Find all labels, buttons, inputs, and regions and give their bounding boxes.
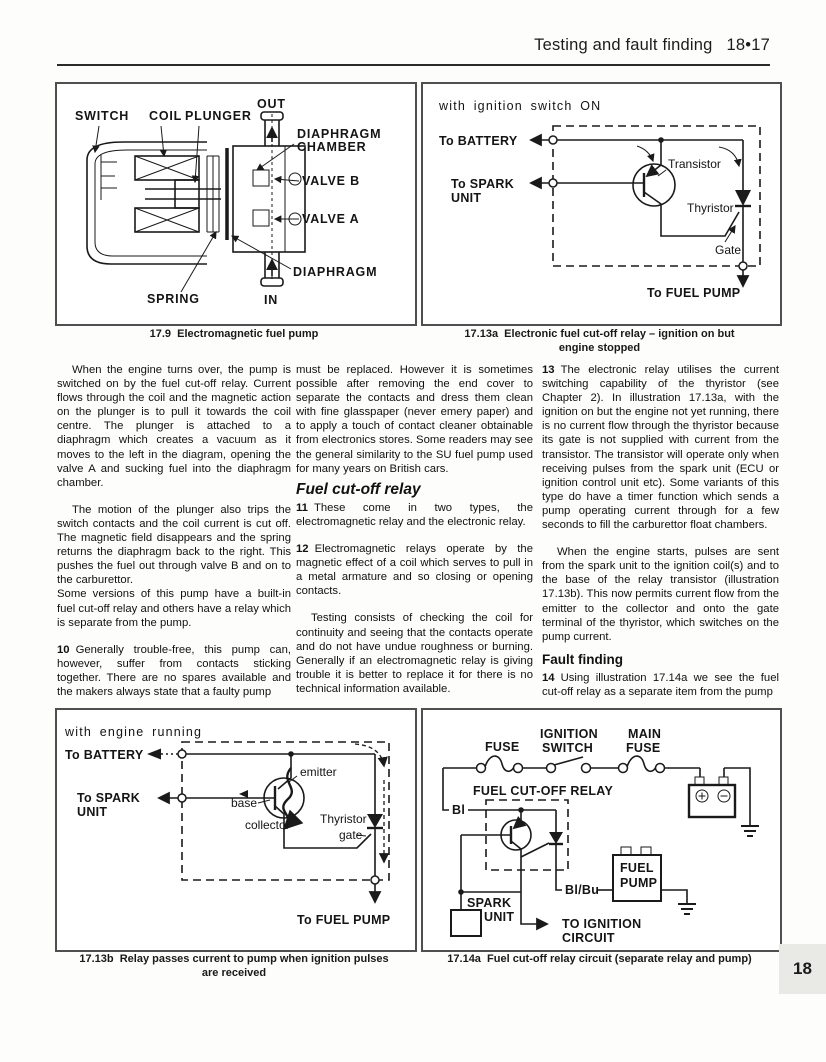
label-valve-b: VALVE B [302,174,360,188]
label-to-spark: To SPARK [451,177,515,191]
plunger-block [175,180,199,208]
label-relay: FUEL CUT-OFF RELAY [473,784,614,798]
valve-b-port [253,170,269,186]
switch-contacts [101,154,117,200]
label-ignition: IGNITION [540,727,598,741]
fuel-pump-diagram [57,84,411,320]
paragraph-text: Generally trouble-free, this pump can, however, suffer from contacts sticking together. There are no spares available and the makers always state that a faulty pump [57,643,291,698]
text-column-3 [542,363,779,705]
paragraph-number: 12 [296,543,309,556]
label-spring: SPRING [147,292,200,306]
label-fuse: FUSE [485,740,520,754]
caption-17-14a: 17.14a Fuel cut-off relay circuit (separate relay and pump) [447,953,752,965]
relay-circuit-ignition-on [423,84,776,320]
fuse-symbol [485,756,514,771]
paragraph-text: The electronic relay utilises the current switching capability of the thyristor (see Chapter 2). In illustration 17.13a, with the ignition on but the engine not yet running, there is no current flow through the thyristor because its gate is not supplied with current from the transistor. The transistor will operate only when receiving pulses from the spark unit (ECU or ignition control unit etc). Some variants of this type do have a timer function which sends a pump operating current through for a few seconds to fill the carburettor float chambers. [542,364,779,532]
label-emitter: emitter [300,765,337,779]
flow-arrow-thyristor [719,147,739,166]
label-to-spark: To SPARK [77,791,141,805]
label-diaphragm-chamber-1: DIAPHRAGM [297,127,382,141]
paragraph-numbered [296,501,533,529]
label-collector: collector [245,818,290,832]
paragraph: must be replaced. However it is sometimes possible after removing the end cover to separate the contacts and dress them clean with fine glasspaper (never emery paper) and to apply a touch of contact cleaner obtainable from electronics stores. Some readers may see the general similarity to the SU fuel pump used for many years on British cars. [296,364,533,475]
label-transistor: Transistor [668,157,721,171]
label-bl-bu: Bl/Bu [565,883,600,897]
figure-17-13a-relay-ignition-on [421,82,782,326]
caption-17-9: 17.9 Electromagnetic fuel pump [149,328,319,340]
label-diaphragm-chamber-2: CHAMBER [297,140,367,154]
section-heading-fault-finding: Fault finding [542,651,623,667]
spark-unit-box [451,910,481,936]
bellows [207,156,219,232]
label-thyristor: Thyristor [687,201,734,215]
label-in: IN [264,293,279,307]
ground-pump [678,904,696,914]
label-valve-a: VALVE A [302,212,360,226]
valve-a-port [253,210,269,226]
pump-body [87,112,305,286]
paragraph-text: Electromagnetic relays operate by the magnetic effect of a coil which serves to pull in a metal armature and so closing or opening contacts. [296,543,533,598]
label-to-battery: To BATTERY [439,134,518,148]
paragraph-text: These come in two types, the electromagnetic relay and the electronic relay. [296,501,533,528]
header-page-ref: 18•17 [726,36,770,54]
battery-arrowhead [147,749,161,760]
label-condition: with ignition switch ON [439,99,602,113]
thyristor-symbol [367,814,383,828]
section-heading-fuel-cutoff-relay: Fuel cut-off relay [296,480,421,498]
paragraph-numbered [57,643,291,699]
ground-right [741,826,759,836]
main-fuse-symbol [627,756,656,771]
out-pipe [261,112,283,146]
label-ignition-switch: SWITCH [542,741,594,755]
label-to-fuel-pump: To FUEL PUMP [647,286,741,300]
paragraph-text: Using illustration 17.14a we see the fuel cut-off relay as a separate item from the pump [542,671,779,698]
label-spark-unit: UNIT [484,910,515,924]
relay-circuit-engine-running [57,710,411,946]
header-rule [57,64,770,66]
switch-blade [554,757,583,765]
label-to-spark-unit: UNIT [451,191,482,205]
label-bl: Bl [452,803,466,817]
label-pump: PUMP [620,876,658,890]
text-column-1 [57,363,291,705]
paragraph: When the engine turns over, the pump is switched on by the fuel cut-off relay. Current flows through the coil and the magnetic action on the plunger is to pull it towards the coil centre. The plunger is attached to a diaphragm which creates a vacuum as it moves to the left in the diagram, opening the valve A and sucking fuel into the diaphragm chamber. [57,364,291,489]
thyristor-symbol [735,190,751,206]
label-gate: gate [339,828,363,842]
figure-17-9-fuel-pump [55,82,417,326]
label-to-spark-unit: UNIT [77,805,108,819]
paragraph-number: 13 [542,364,555,376]
caption-17-13a: 17.13a Electronic fuel cut-off relay – ignition on but engine stopped [464,328,735,354]
header-title: Testing and fault finding [534,36,713,54]
label-to-fuel-pump: To FUEL PUMP [297,913,391,927]
thyristor-symbol [549,832,563,844]
battery [689,768,735,817]
paragraph-number: 10 [57,643,70,656]
plunger-shaft [145,189,221,199]
label-plunger: PLUNGER [185,109,252,123]
label-base: base [231,796,258,810]
flow-arrow-transistor [637,146,653,161]
label-condition: with engine running [65,725,203,739]
paragraph-number: 14 [542,671,555,684]
label-diaphragm: DIAPHRAGM [293,265,378,279]
page-header [57,36,770,55]
paragraph: The motion of the plunger also trips the switch contacts and the coil current is cut off. The magnetic field disappears and the spring returns the diaphragm back to the right. This pushes the fuel out through valve B and on to the carburettor. [57,503,291,587]
label-switch: SWITCH [75,109,130,123]
fuel-cutoff-circuit [423,710,776,946]
label-to-ignition: TO IGNITION [562,917,642,931]
paragraph-numbered [542,363,779,532]
labels [65,748,390,927]
paragraph: Some versions of this pump have a built-in fuel cut-off relay and others have a relay which is separate from the pump. [57,588,291,629]
figure-17-14a-circuit [421,708,782,952]
flow-arrow-top [355,744,384,766]
figure-17-13b-relay-engine-running [55,708,417,952]
paragraph-numbered [296,542,533,598]
paragraph-number: 11 [296,501,308,514]
label-main: MAIN [628,727,662,741]
label-main-fuse: FUSE [626,741,661,755]
paragraph-numbered [542,671,779,699]
label-fuel: FUEL [620,861,654,875]
label-out: OUT [257,97,286,111]
caption-17-13b: 17.13b Relay passes current to pump when ignition pulses are received [79,953,389,979]
labels [439,134,741,300]
label-thyristor: Thyristor [320,812,367,826]
text-column-2 [296,363,533,705]
label-spark: SPARK [467,896,512,910]
label-to-ignition-circuit: CIRCUIT [562,931,615,945]
in-pipe [261,252,283,286]
label-to-battery: To BATTERY [65,748,144,762]
paragraph: When the engine starts, pulses are sent from the spark unit to the ignition coil(s) and to the base of the relay transistor (illustration 17.13b). This now permits current flow from the emitter to the collector and onto the gate terminal of the thyristor, which switches on the pump current. [542,546,779,643]
label-gate: Gate [715,243,742,257]
paragraph: Testing consists of checking the coil for continuity and seeing that the contacts operate and do not have undue roughness or burning. Generally if an electromagnetic relay is giving trouble it is better to replace it for there is no technical information available. [296,612,533,695]
label-coil: COIL [149,109,183,123]
page-number-tab: 18 [779,944,826,994]
